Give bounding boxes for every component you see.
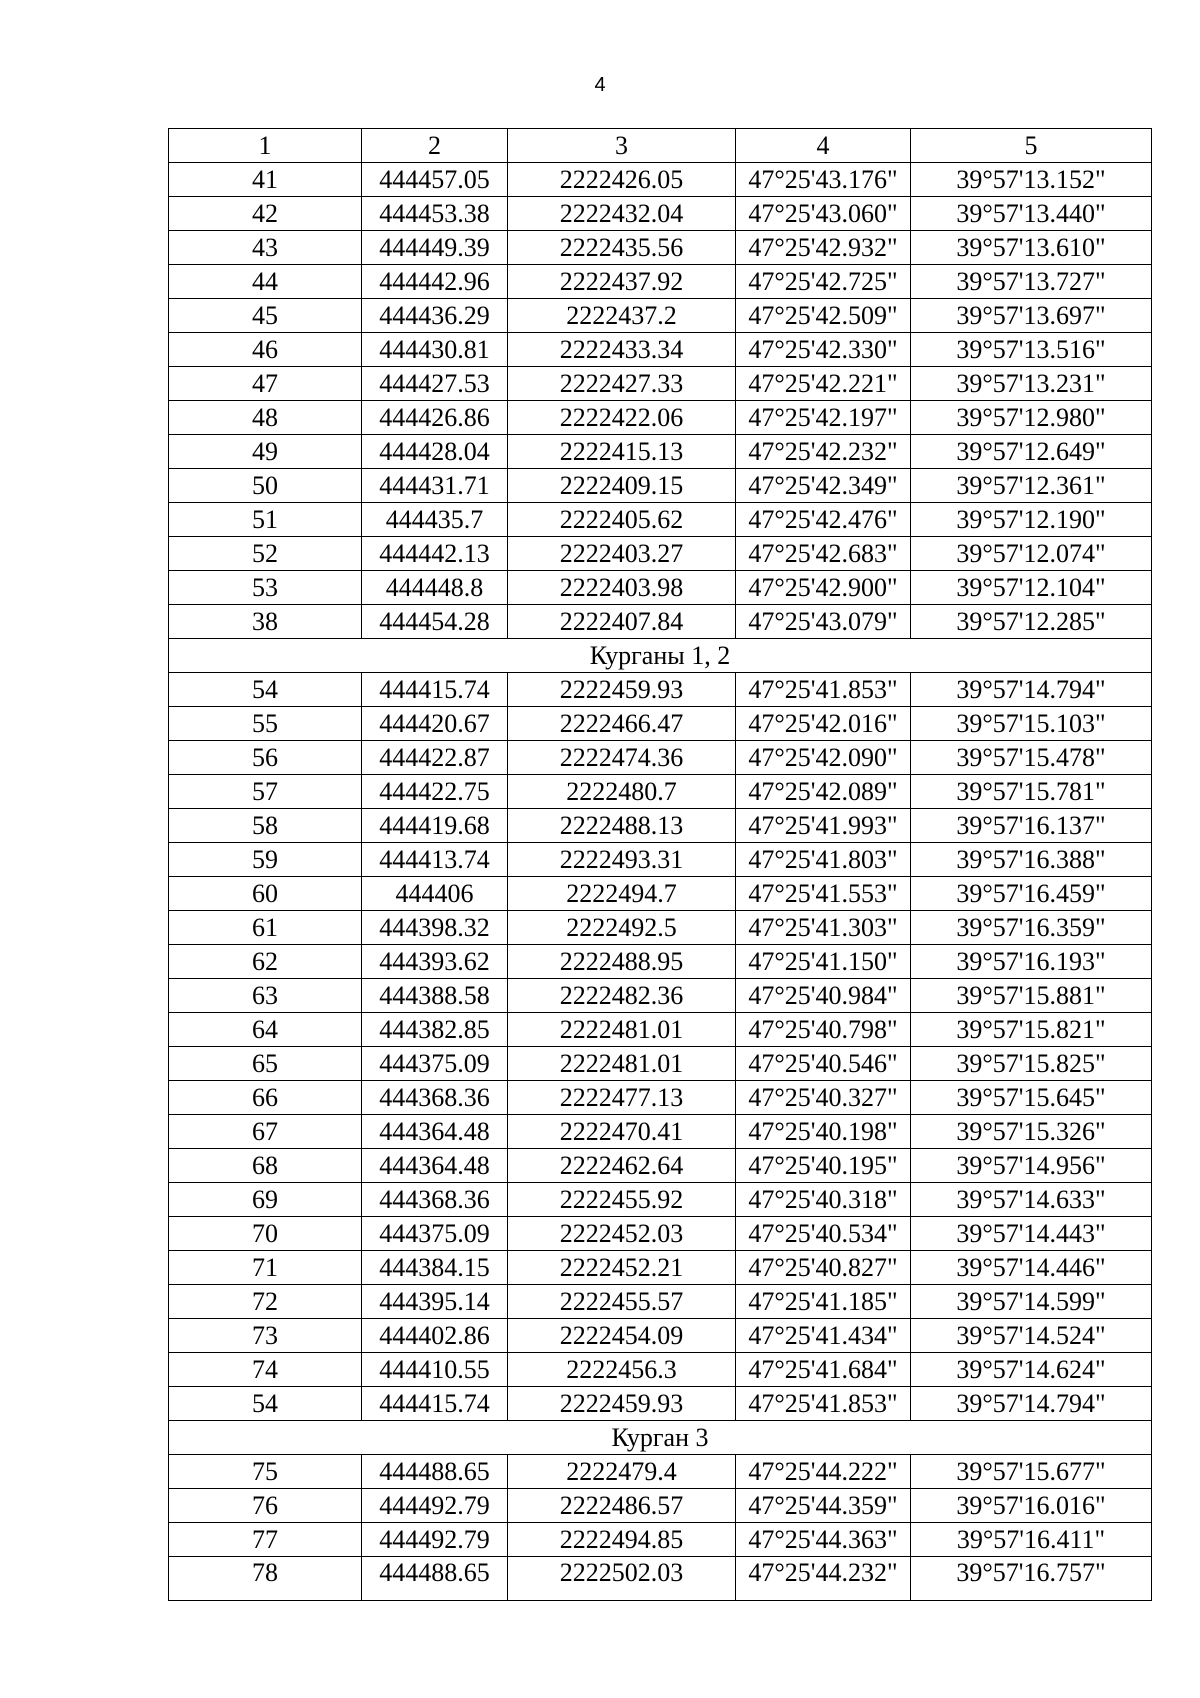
x-coordinate-cell: 444415.74: [362, 673, 508, 707]
table-row: [169, 1523, 1152, 1557]
longitude-cell: 39°57'15.881": [911, 979, 1152, 1013]
point-number-cell: 41: [169, 163, 362, 197]
latitude-cell: 47°25'42.725": [736, 265, 911, 299]
x-coordinate-cell: 444448.8: [362, 571, 508, 605]
latitude-cell: 47°25'40.534": [736, 1217, 911, 1251]
x-coordinate-cell: 444402.86: [362, 1319, 508, 1353]
x-coordinate-cell: 444436.29: [362, 299, 508, 333]
x-coordinate-cell: 444431.71: [362, 469, 508, 503]
table-row: [169, 401, 1152, 435]
section-title-row: [169, 1421, 1152, 1455]
x-coordinate-cell: 444368.36: [362, 1081, 508, 1115]
longitude-cell: 39°57'14.624": [911, 1353, 1152, 1387]
x-coordinate-cell: 444492.79: [362, 1523, 508, 1557]
table-row: [169, 1489, 1152, 1523]
y-coordinate-cell: 2222459.93: [508, 1387, 736, 1421]
x-coordinate-cell: 444375.09: [362, 1217, 508, 1251]
table-row: [169, 1557, 1152, 1601]
y-coordinate-cell: 2222452.21: [508, 1251, 736, 1285]
latitude-cell: 47°25'43.060": [736, 197, 911, 231]
longitude-cell: 39°57'12.104": [911, 571, 1152, 605]
x-coordinate-cell: 444420.67: [362, 707, 508, 741]
table-row: [169, 299, 1152, 333]
y-coordinate-cell: 2222435.56: [508, 231, 736, 265]
point-number-cell: 72: [169, 1285, 362, 1319]
y-coordinate-cell: 2222481.01: [508, 1013, 736, 1047]
x-coordinate-cell: 444442.13: [362, 537, 508, 571]
coordinates-table: [168, 128, 1152, 1601]
x-coordinate-cell: 444395.14: [362, 1285, 508, 1319]
latitude-cell: 47°25'42.089": [736, 775, 911, 809]
table-row: [169, 877, 1152, 911]
y-coordinate-cell: 2222454.09: [508, 1319, 736, 1353]
point-number-cell: 64: [169, 1013, 362, 1047]
y-coordinate-cell: 2222482.36: [508, 979, 736, 1013]
table-row: [169, 231, 1152, 265]
point-number-cell: 43: [169, 231, 362, 265]
header-cell: 3: [508, 129, 736, 163]
x-coordinate-cell: 444415.74: [362, 1387, 508, 1421]
longitude-cell: 39°57'13.516": [911, 333, 1152, 367]
header-cell: 5: [911, 129, 1152, 163]
table-row: [169, 1455, 1152, 1489]
table-row: [169, 197, 1152, 231]
point-number-cell: 55: [169, 707, 362, 741]
longitude-cell: 39°57'14.633": [911, 1183, 1152, 1217]
latitude-cell: 47°25'41.853": [736, 673, 911, 707]
latitude-cell: 47°25'42.221": [736, 367, 911, 401]
latitude-cell: 47°25'41.150": [736, 945, 911, 979]
latitude-cell: 47°25'42.476": [736, 503, 911, 537]
y-coordinate-cell: 2222481.01: [508, 1047, 736, 1081]
table-row: [169, 1217, 1152, 1251]
latitude-cell: 47°25'42.330": [736, 333, 911, 367]
y-coordinate-cell: 2222422.06: [508, 401, 736, 435]
point-number-cell: 38: [169, 605, 362, 639]
longitude-cell: 39°57'14.956": [911, 1149, 1152, 1183]
point-number-cell: 63: [169, 979, 362, 1013]
point-number-cell: 51: [169, 503, 362, 537]
table-row: [169, 163, 1152, 197]
point-number-cell: 52: [169, 537, 362, 571]
x-coordinate-cell: 444388.58: [362, 979, 508, 1013]
latitude-cell: 47°25'41.303": [736, 911, 911, 945]
table-row: [169, 537, 1152, 571]
point-number-cell: 57: [169, 775, 362, 809]
table-row: [169, 265, 1152, 299]
longitude-cell: 39°57'15.821": [911, 1013, 1152, 1047]
longitude-cell: 39°57'14.446": [911, 1251, 1152, 1285]
latitude-cell: 47°25'42.683": [736, 537, 911, 571]
longitude-cell: 39°57'13.610": [911, 231, 1152, 265]
longitude-cell: 39°57'16.137": [911, 809, 1152, 843]
point-number-cell: 59: [169, 843, 362, 877]
longitude-cell: 39°57'15.825": [911, 1047, 1152, 1081]
x-coordinate-cell: 444427.53: [362, 367, 508, 401]
point-number-cell: 60: [169, 877, 362, 911]
point-number-cell: 47: [169, 367, 362, 401]
table-row: [169, 1319, 1152, 1353]
x-coordinate-cell: 444398.32: [362, 911, 508, 945]
table-row: [169, 1353, 1152, 1387]
header-cell: 1: [169, 129, 362, 163]
point-number-cell: 76: [169, 1489, 362, 1523]
y-coordinate-cell: 2222409.15: [508, 469, 736, 503]
longitude-cell: 39°57'15.781": [911, 775, 1152, 809]
y-coordinate-cell: 2222470.41: [508, 1115, 736, 1149]
y-coordinate-cell: 2222493.31: [508, 843, 736, 877]
point-number-cell: 77: [169, 1523, 362, 1557]
y-coordinate-cell: 2222474.36: [508, 741, 736, 775]
latitude-cell: 47°25'42.197": [736, 401, 911, 435]
longitude-cell: 39°57'14.443": [911, 1217, 1152, 1251]
section-title: Курган 3: [169, 1421, 1152, 1455]
x-coordinate-cell: 444364.48: [362, 1149, 508, 1183]
point-number-cell: 71: [169, 1251, 362, 1285]
latitude-cell: 47°25'42.090": [736, 741, 911, 775]
longitude-cell: 39°57'15.677": [911, 1455, 1152, 1489]
y-coordinate-cell: 2222479.4: [508, 1455, 736, 1489]
table-row: [169, 1387, 1152, 1421]
point-number-cell: 69: [169, 1183, 362, 1217]
point-number-cell: 73: [169, 1319, 362, 1353]
table-row: [169, 503, 1152, 537]
point-number-cell: 74: [169, 1353, 362, 1387]
header-cell: 4: [736, 129, 911, 163]
longitude-cell: 39°57'12.980": [911, 401, 1152, 435]
x-coordinate-cell: 444406: [362, 877, 508, 911]
x-coordinate-cell: 444410.55: [362, 1353, 508, 1387]
point-number-cell: 65: [169, 1047, 362, 1081]
longitude-cell: 39°57'15.478": [911, 741, 1152, 775]
point-number-cell: 50: [169, 469, 362, 503]
longitude-cell: 39°57'16.016": [911, 1489, 1152, 1523]
x-coordinate-cell: 444364.48: [362, 1115, 508, 1149]
point-number-cell: 66: [169, 1081, 362, 1115]
table-row: [169, 1183, 1152, 1217]
y-coordinate-cell: 2222486.57: [508, 1489, 736, 1523]
latitude-cell: 47°25'40.984": [736, 979, 911, 1013]
table-row: [169, 707, 1152, 741]
table-row: [169, 1047, 1152, 1081]
point-number-cell: 58: [169, 809, 362, 843]
longitude-cell: 39°57'16.388": [911, 843, 1152, 877]
table-row: [169, 1013, 1152, 1047]
point-number-cell: 70: [169, 1217, 362, 1251]
longitude-cell: 39°57'16.411": [911, 1523, 1152, 1557]
table-row: [169, 979, 1152, 1013]
y-coordinate-cell: 2222466.47: [508, 707, 736, 741]
header-cell: 2: [362, 129, 508, 163]
page-number: 4: [594, 74, 606, 96]
longitude-cell: 39°57'12.190": [911, 503, 1152, 537]
x-coordinate-cell: 444488.65: [362, 1557, 508, 1601]
y-coordinate-cell: 2222480.7: [508, 775, 736, 809]
x-coordinate-cell: 444453.38: [362, 197, 508, 231]
longitude-cell: 39°57'16.193": [911, 945, 1152, 979]
point-number-cell: 53: [169, 571, 362, 605]
point-number-cell: 54: [169, 673, 362, 707]
latitude-cell: 47°25'43.079": [736, 605, 911, 639]
longitude-cell: 39°57'14.794": [911, 673, 1152, 707]
table-row: [169, 469, 1152, 503]
header-row: [169, 129, 1152, 163]
point-number-cell: 44: [169, 265, 362, 299]
latitude-cell: 47°25'41.185": [736, 1285, 911, 1319]
longitude-cell: 39°57'12.361": [911, 469, 1152, 503]
table-row: [169, 1149, 1152, 1183]
y-coordinate-cell: 2222433.34: [508, 333, 736, 367]
point-number-cell: 46: [169, 333, 362, 367]
y-coordinate-cell: 2222492.5: [508, 911, 736, 945]
table-row: [169, 673, 1152, 707]
latitude-cell: 47°25'40.327": [736, 1081, 911, 1115]
point-number-cell: 45: [169, 299, 362, 333]
longitude-cell: 39°57'16.359": [911, 911, 1152, 945]
latitude-cell: 47°25'40.827": [736, 1251, 911, 1285]
latitude-cell: 47°25'42.349": [736, 469, 911, 503]
longitude-cell: 39°57'15.103": [911, 707, 1152, 741]
latitude-cell: 47°25'43.176": [736, 163, 911, 197]
latitude-cell: 47°25'40.198": [736, 1115, 911, 1149]
y-coordinate-cell: 2222437.2: [508, 299, 736, 333]
y-coordinate-cell: 2222459.93: [508, 673, 736, 707]
y-coordinate-cell: 2222488.13: [508, 809, 736, 843]
x-coordinate-cell: 444492.79: [362, 1489, 508, 1523]
point-number-cell: 56: [169, 741, 362, 775]
y-coordinate-cell: 2222432.04: [508, 197, 736, 231]
longitude-cell: 39°57'13.440": [911, 197, 1152, 231]
table-row: [169, 435, 1152, 469]
y-coordinate-cell: 2222403.98: [508, 571, 736, 605]
table-row: [169, 1251, 1152, 1285]
table-row: [169, 911, 1152, 945]
x-coordinate-cell: 444442.96: [362, 265, 508, 299]
latitude-cell: 47°25'42.932": [736, 231, 911, 265]
latitude-cell: 47°25'41.993": [736, 809, 911, 843]
latitude-cell: 47°25'44.222": [736, 1455, 911, 1489]
table-row: [169, 605, 1152, 639]
point-number-cell: 49: [169, 435, 362, 469]
longitude-cell: 39°57'12.285": [911, 605, 1152, 639]
table-row: [169, 741, 1152, 775]
latitude-cell: 47°25'42.016": [736, 707, 911, 741]
longitude-cell: 39°57'13.727": [911, 265, 1152, 299]
x-coordinate-cell: 444368.36: [362, 1183, 508, 1217]
x-coordinate-cell: 444375.09: [362, 1047, 508, 1081]
x-coordinate-cell: 444422.75: [362, 775, 508, 809]
latitude-cell: 47°25'40.318": [736, 1183, 911, 1217]
latitude-cell: 47°25'42.900": [736, 571, 911, 605]
x-coordinate-cell: 444419.68: [362, 809, 508, 843]
point-number-cell: 42: [169, 197, 362, 231]
longitude-cell: 39°57'12.649": [911, 435, 1152, 469]
table-row: [169, 775, 1152, 809]
y-coordinate-cell: 2222488.95: [508, 945, 736, 979]
y-coordinate-cell: 2222455.57: [508, 1285, 736, 1319]
longitude-cell: 39°57'15.326": [911, 1115, 1152, 1149]
y-coordinate-cell: 2222494.7: [508, 877, 736, 911]
latitude-cell: 47°25'40.546": [736, 1047, 911, 1081]
y-coordinate-cell: 2222462.64: [508, 1149, 736, 1183]
table-row: [169, 945, 1152, 979]
x-coordinate-cell: 444430.81: [362, 333, 508, 367]
y-coordinate-cell: 2222426.05: [508, 163, 736, 197]
latitude-cell: 47°25'42.232": [736, 435, 911, 469]
longitude-cell: 39°57'16.459": [911, 877, 1152, 911]
table-row: [169, 571, 1152, 605]
latitude-cell: 47°25'41.434": [736, 1319, 911, 1353]
y-coordinate-cell: 2222452.03: [508, 1217, 736, 1251]
x-coordinate-cell: 444454.28: [362, 605, 508, 639]
latitude-cell: 47°25'40.798": [736, 1013, 911, 1047]
section-title: Курганы 1, 2: [169, 639, 1152, 673]
longitude-cell: 39°57'15.645": [911, 1081, 1152, 1115]
table-row: [169, 333, 1152, 367]
point-number-cell: 61: [169, 911, 362, 945]
table-row: [169, 809, 1152, 843]
longitude-cell: 39°57'14.524": [911, 1319, 1152, 1353]
y-coordinate-cell: 2222456.3: [508, 1353, 736, 1387]
latitude-cell: 47°25'44.232": [736, 1557, 911, 1601]
table-row: [169, 1285, 1152, 1319]
y-coordinate-cell: 2222407.84: [508, 605, 736, 639]
point-number-cell: 48: [169, 401, 362, 435]
x-coordinate-cell: 444393.62: [362, 945, 508, 979]
x-coordinate-cell: 444449.39: [362, 231, 508, 265]
longitude-cell: 39°57'16.757": [911, 1557, 1152, 1601]
x-coordinate-cell: 444488.65: [362, 1455, 508, 1489]
point-number-cell: 75: [169, 1455, 362, 1489]
table-row: [169, 1115, 1152, 1149]
y-coordinate-cell: 2222477.13: [508, 1081, 736, 1115]
section-title-row: [169, 639, 1152, 673]
point-number-cell: 68: [169, 1149, 362, 1183]
table-row: [169, 843, 1152, 877]
table-row: [169, 367, 1152, 401]
y-coordinate-cell: 2222455.92: [508, 1183, 736, 1217]
point-number-cell: 54: [169, 1387, 362, 1421]
point-number-cell: 67: [169, 1115, 362, 1149]
latitude-cell: 47°25'44.363": [736, 1523, 911, 1557]
latitude-cell: 47°25'41.853": [736, 1387, 911, 1421]
latitude-cell: 47°25'41.684": [736, 1353, 911, 1387]
x-coordinate-cell: 444382.85: [362, 1013, 508, 1047]
x-coordinate-cell: 444413.74: [362, 843, 508, 877]
latitude-cell: 47°25'41.803": [736, 843, 911, 877]
x-coordinate-cell: 444426.86: [362, 401, 508, 435]
table-row: [169, 1081, 1152, 1115]
latitude-cell: 47°25'44.359": [736, 1489, 911, 1523]
x-coordinate-cell: 444422.87: [362, 741, 508, 775]
y-coordinate-cell: 2222494.85: [508, 1523, 736, 1557]
longitude-cell: 39°57'14.794": [911, 1387, 1152, 1421]
x-coordinate-cell: 444428.04: [362, 435, 508, 469]
latitude-cell: 47°25'41.553": [736, 877, 911, 911]
y-coordinate-cell: 2222502.03: [508, 1557, 736, 1601]
latitude-cell: 47°25'40.195": [736, 1149, 911, 1183]
longitude-cell: 39°57'13.152": [911, 163, 1152, 197]
table-body: [169, 129, 1152, 1601]
y-coordinate-cell: 2222403.27: [508, 537, 736, 571]
point-number-cell: 62: [169, 945, 362, 979]
longitude-cell: 39°57'13.231": [911, 367, 1152, 401]
x-coordinate-cell: 444384.15: [362, 1251, 508, 1285]
x-coordinate-cell: 444435.7: [362, 503, 508, 537]
longitude-cell: 39°57'13.697": [911, 299, 1152, 333]
y-coordinate-cell: 2222415.13: [508, 435, 736, 469]
y-coordinate-cell: 2222427.33: [508, 367, 736, 401]
longitude-cell: 39°57'14.599": [911, 1285, 1152, 1319]
longitude-cell: 39°57'12.074": [911, 537, 1152, 571]
y-coordinate-cell: 2222405.62: [508, 503, 736, 537]
point-number-cell: 78: [169, 1557, 362, 1601]
y-coordinate-cell: 2222437.92: [508, 265, 736, 299]
x-coordinate-cell: 444457.05: [362, 163, 508, 197]
latitude-cell: 47°25'42.509": [736, 299, 911, 333]
